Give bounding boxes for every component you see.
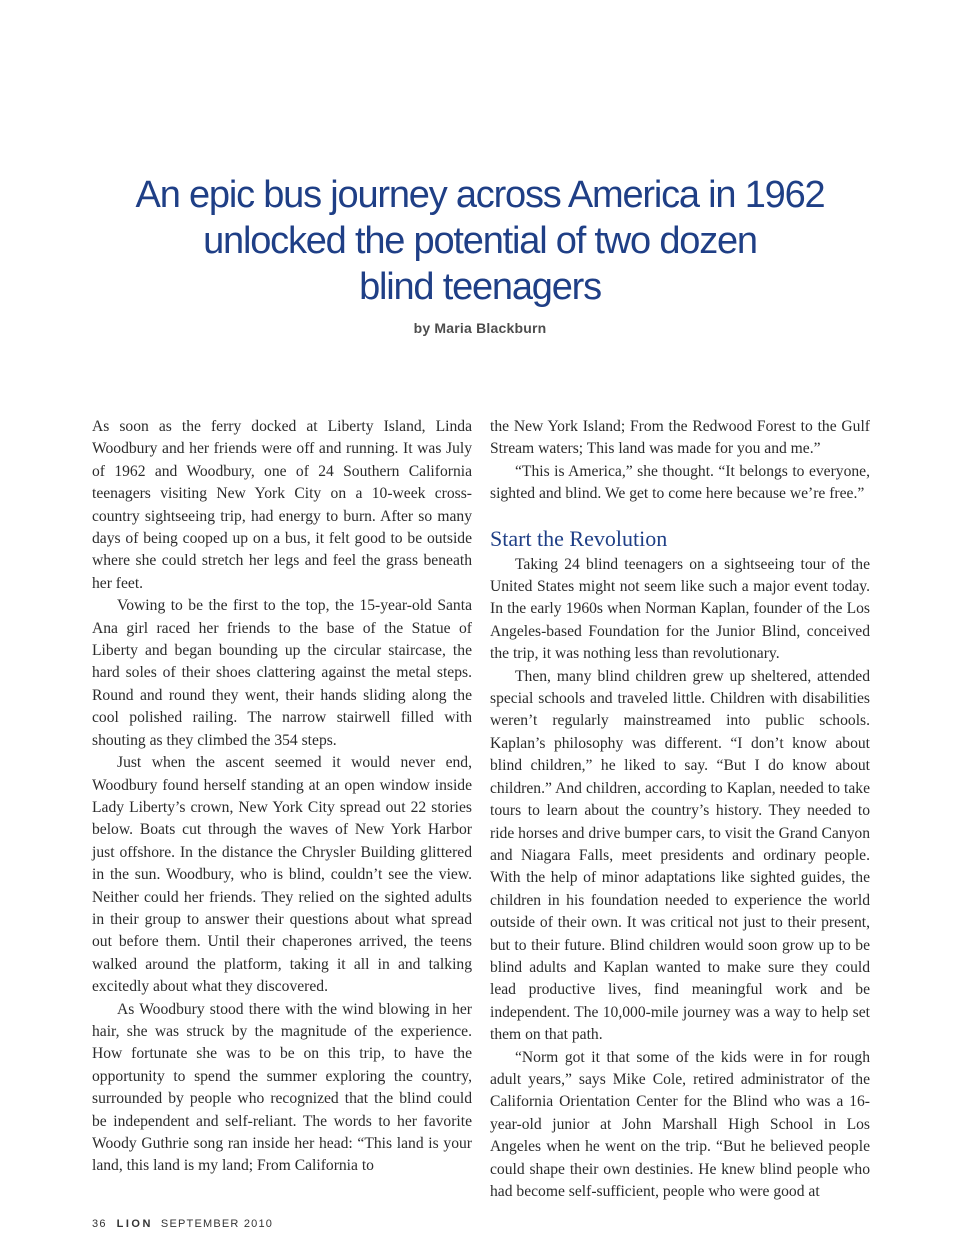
paragraph-continuation: the New York Island; From the Redwood Forest to the Gulf Stream waters; This land was made for you and me.”: [490, 418, 870, 458]
article-headline: [80, 172, 880, 310]
section-subhead: Start the Revolution: [490, 525, 668, 551]
left-column: [92, 416, 472, 1178]
right-column: [490, 416, 870, 1203]
page-footer: [92, 1218, 273, 1230]
paragraph: Just when the ascent seemed it would never end, Woodbury found herself standing at an open window inside Lady Liberty’s crown, New York City spread out 22 stories below. Boats cut through the waves of New York Harbor just offshore. In the distance the Chrysler Building glittered in the sun. Woodbury, who is blind, couldn’t see the view. Neither could her friends. They relied on the sighted adults in their group to answer their questions about what spread out before them. Until their chaperones arrived, the teens walked around the platform, taking it all in and talking excitedly about what they discovered.: [92, 754, 472, 996]
paragraph: “This is America,” she thought. “It belongs to everyone, sighted and blind. We get to come here because we’re free.”: [490, 462, 870, 503]
paragraph: Then, many blind children grew up sheltered, attended special schools and traveled little. Children with disabilities weren’t regularly mainstreamed into public schools. Kaplan’s philosophy was different. “I don’t know about blind children,” he liked to say. “But I do know about children.” And children, according to Kaplan, needed to take tours to learn about the country’s history. They needed to ride horses and drive bumper cars, to visit the Grand Canyon and Niagara Falls, meet presidents and ordinary people. With the help of minor adaptations like sighted guides, the children in his foundation needed to experience the world outside of their own. It was critical not just to their present, but to their future. Blind children would soon grow up to be blind adults and Kaplan wanted to make sure they could lead productive lives, find meaningful work and be independent. The 10,000-mile journey was a way to help set them on that path.: [490, 667, 870, 1044]
paragraph: Vowing to be the first to the top, the 15-year-old Santa Ana girl raced her friends to the base of the Statue of Liberty and began bounding up the circular staircase, the hard soles of their shoes clattering against the metal steps. Round and round they went, their hands sliding along the cool polished railing. The narrow stairwell filled with shouting as they climbed the 354 steps.: [92, 597, 472, 749]
paragraph: Taking 24 blind teenagers on a sightseeing tour of the United States might not seem like such a major event today. In the early 1960s when Norman Kaplan, founder of the Los Angeles-based Foundation for the Junior Blind, conceived the trip, it was nothing less than revolutionary.: [490, 555, 870, 663]
paragraph: As Woodbury stood there with the wind blowing in her hair, she was struck by the magnitude of the experience. How fortunate she was to be on this trip, to have the opportunity to spend the summer exploring the country, surrounded by people who recognized that the blind could be independent and self-reliant. The words to her favorite Woody Guthrie song ran inside her head: “This land is your land, this land is my land; From California to: [92, 1000, 472, 1175]
magazine-name: LION: [116, 1218, 153, 1230]
page-number: 36: [92, 1218, 107, 1230]
byline: by Maria Blackburn: [413, 320, 547, 336]
headline-line-3: blind teenagers: [359, 266, 601, 308]
paragraph: As soon as the ferry docked at Liberty Island, Linda Woodbury and her friends were off and running. It was July of 1962 and Woodbury, one of 24 Southern California teenagers visiting New York City on a 10-week cross-country sightseeing trip, had energy to burn. After so many days of being cooped up on a bus, it felt good to be outside where she could stretch her legs and feel the grass beneath her feet.: [92, 418, 472, 592]
paragraph: “Norm got it that some of the kids were in for rough adult years,” says Mike Cole, retired administrator of the California Orientation Center for the Blind who was a 16-year-old junior at John Marshall High School in Los Angeles when he went on the trip. “But he believed people could shape their own destinies. He knew blind people who had become self-sufficient, people who were good at: [490, 1048, 870, 1200]
headline-line-1: An epic bus journey across America in 1962: [135, 174, 825, 216]
headline-line-2: unlocked the potential of two dozen: [203, 220, 757, 262]
issue-date: SEPTEMBER 2010: [160, 1218, 274, 1230]
